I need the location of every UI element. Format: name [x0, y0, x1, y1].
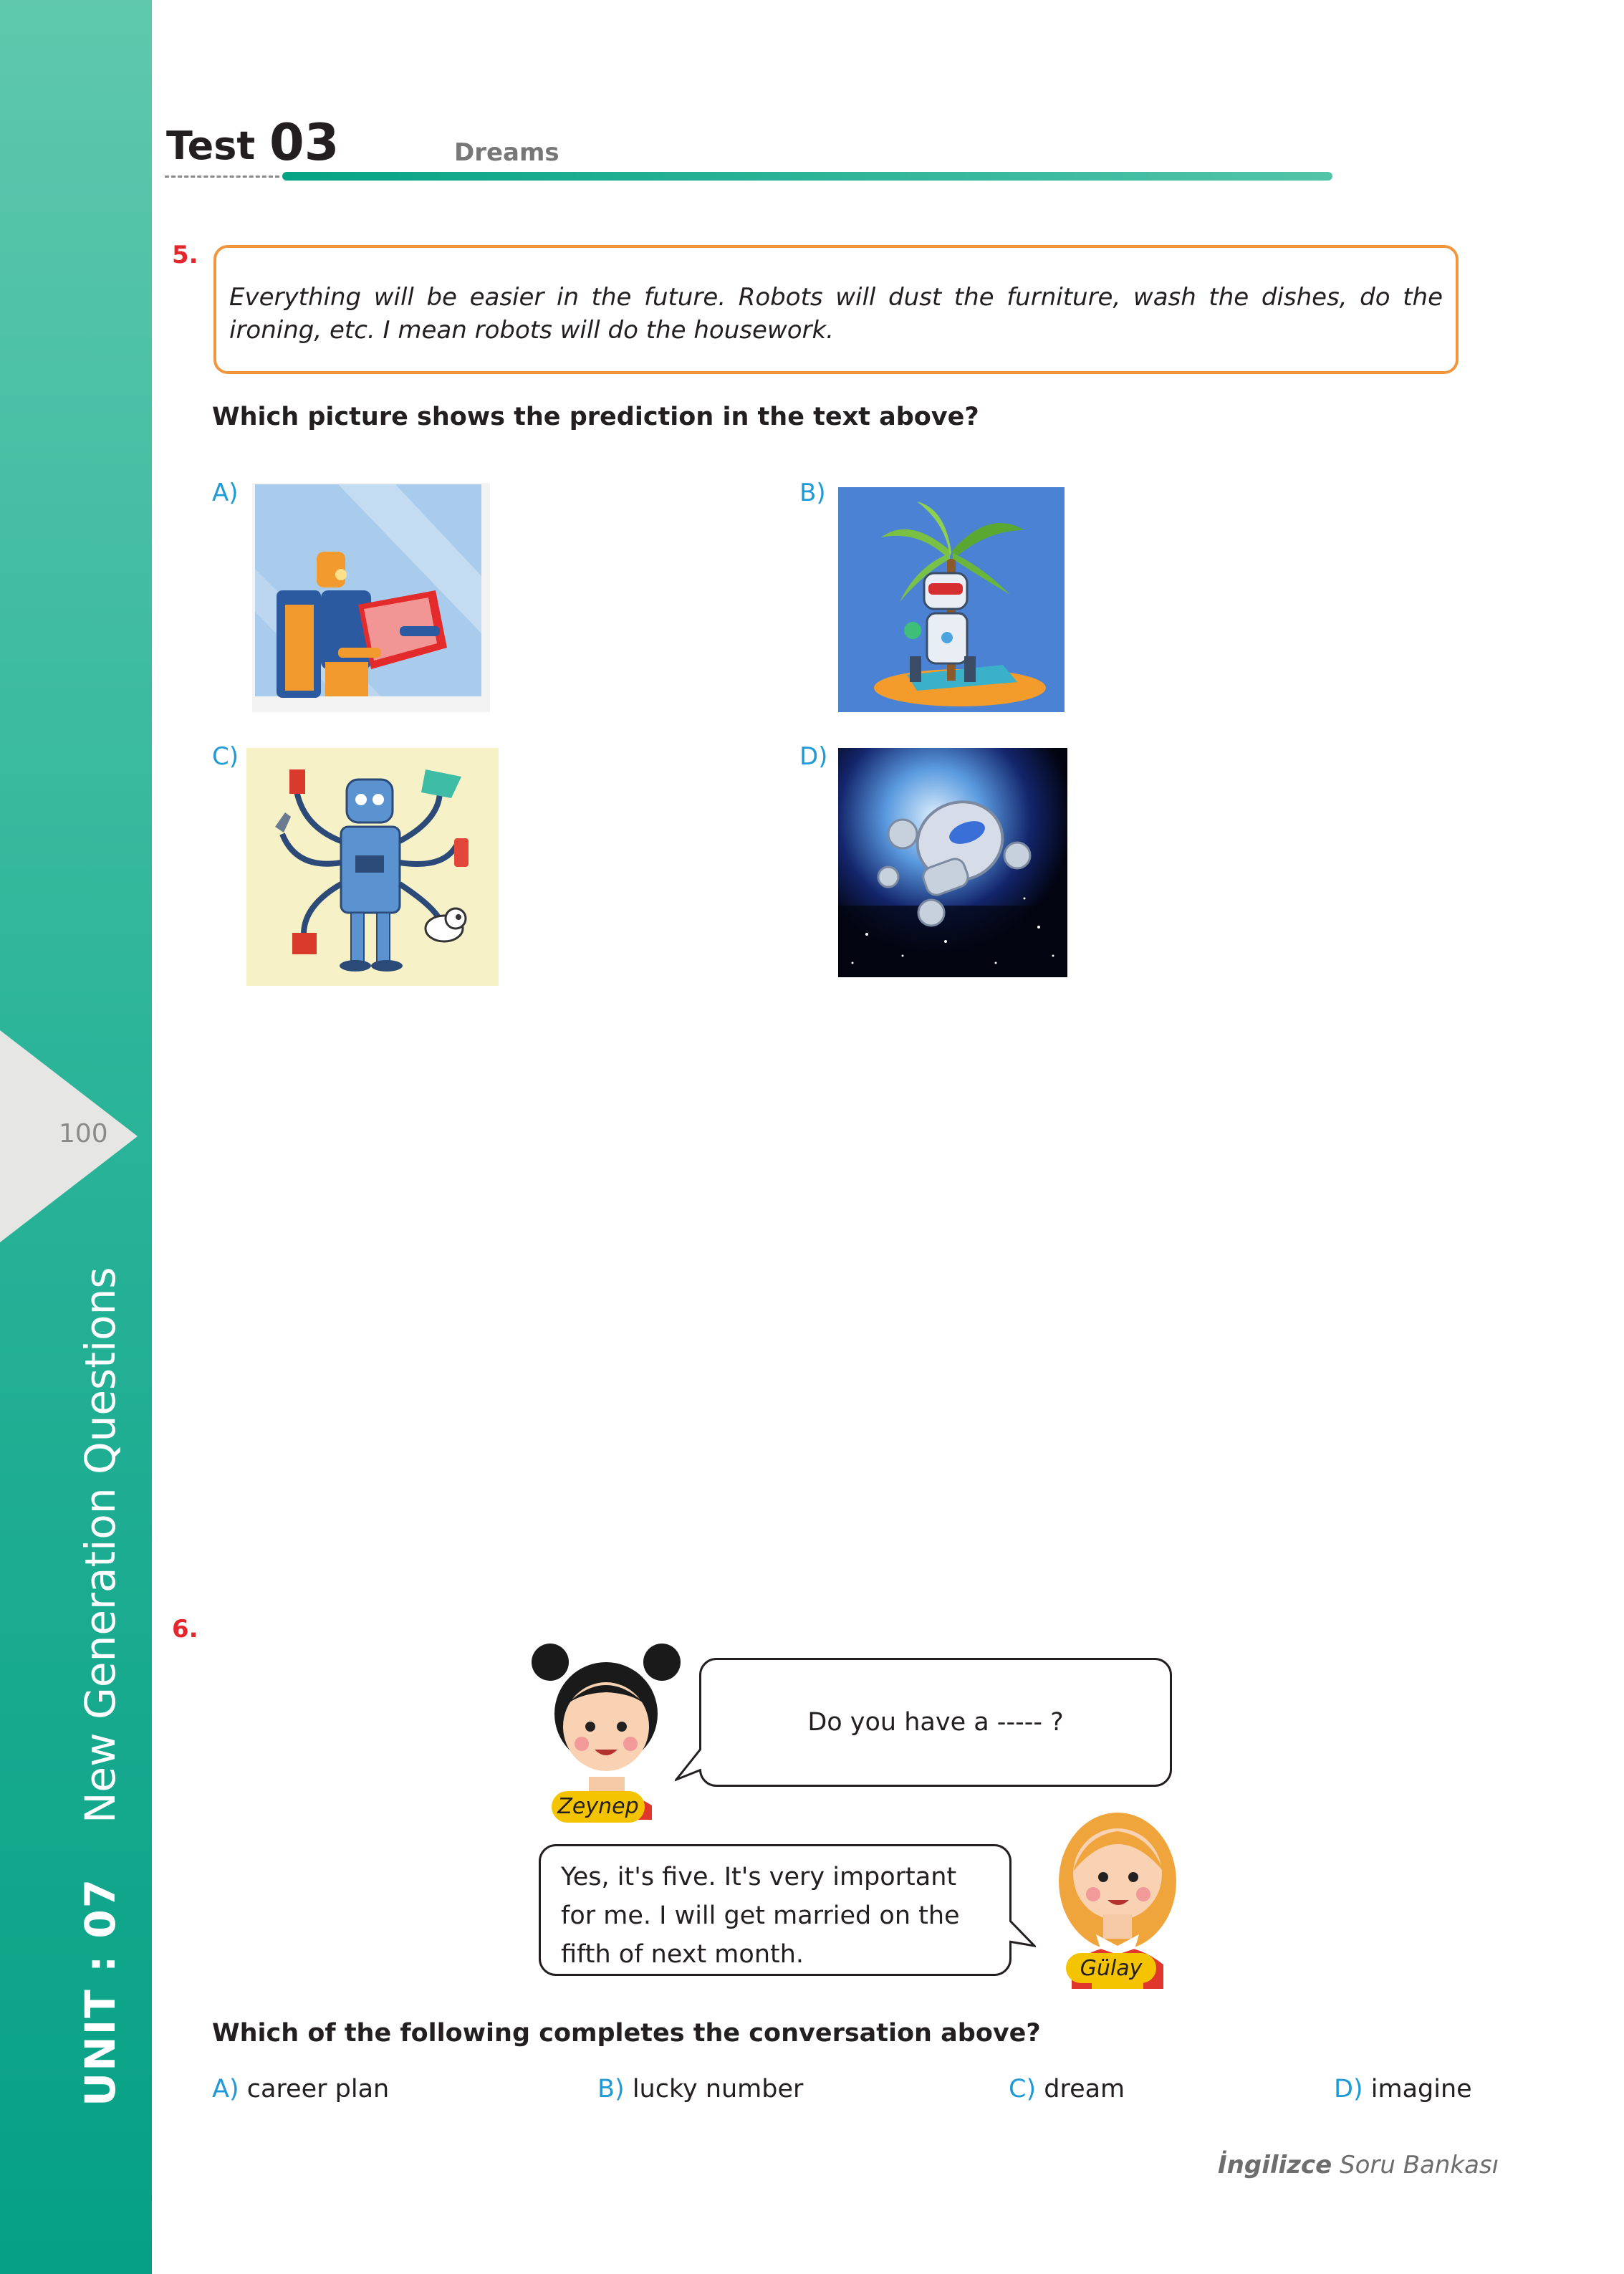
- answer-b-letter: B): [597, 2075, 625, 2103]
- answer-d-letter: D): [1334, 2075, 1363, 2103]
- question-5-passage: Everything will be easier in the future. Robots will dust the furniture, wash the dishes, do the ironing, etc. I mean robots will do the housework.: [213, 245, 1459, 374]
- robot-reading-book-image[interactable]: [252, 483, 490, 712]
- answer-d-text: imagine: [1370, 2075, 1472, 2103]
- zeynep-speech-bubble: [699, 1658, 1172, 1787]
- header-underline-bar: [282, 172, 1332, 181]
- question-5-number: 5.: [172, 241, 198, 269]
- robot-in-space-image[interactable]: [838, 748, 1067, 977]
- answer-option-c[interactable]: [1009, 2075, 1125, 2103]
- unit-label: UNIT : 07: [76, 1877, 125, 2106]
- option-d-label[interactable]: D): [799, 742, 828, 771]
- header-dashed-line: [165, 176, 279, 178]
- footer-brand: [1218, 2151, 1499, 2179]
- answer-option-a[interactable]: [212, 2075, 389, 2103]
- answer-option-b[interactable]: [597, 2075, 803, 2103]
- option-b-label[interactable]: B): [799, 479, 826, 507]
- gulay-speech-bubble: [539, 1844, 1012, 1976]
- answer-a-letter: A): [212, 2075, 239, 2103]
- answer-b-text: lucky number: [632, 2075, 804, 2103]
- multi-arm-housework-robot-image[interactable]: [246, 748, 499, 986]
- zeynep-bubble-tail: [675, 1748, 703, 1785]
- answer-a-text: career plan: [246, 2075, 390, 2103]
- footer-brand-bold: İngilizce: [1218, 2151, 1332, 2179]
- zeynep-line: Do you have a ----- ?: [807, 1708, 1064, 1737]
- gulay-line: Yes, it's five. It's very important for me. I will get married on the fifth of next month.: [561, 1863, 960, 1969]
- option-a-label[interactable]: A): [212, 479, 239, 507]
- test-label: Test: [166, 123, 256, 168]
- footer-brand-rest: Soru Bankası: [1339, 2151, 1499, 2179]
- option-c-label[interactable]: C): [212, 742, 239, 771]
- answer-c-letter: C): [1009, 2075, 1037, 2103]
- section-title: New Generation Questions: [76, 1267, 125, 1823]
- question-5-prompt: Which picture shows the prediction in the text above?: [212, 403, 979, 431]
- test-number: 03: [269, 113, 340, 172]
- question-6-number: 6.: [172, 1615, 198, 1644]
- answer-option-d[interactable]: [1334, 2075, 1472, 2103]
- page-number: 100: [59, 1119, 108, 1148]
- robot-on-island-image[interactable]: [838, 487, 1065, 712]
- answer-c-text: dream: [1044, 2075, 1125, 2103]
- zeynep-name: Zeynep: [557, 1794, 639, 1819]
- gulay-bubble-tail: [1007, 1920, 1036, 1957]
- gulay-name: Gülay: [1080, 1956, 1143, 1981]
- test-topic: Dreams: [454, 138, 559, 167]
- question-6-prompt: Which of the following completes the conversation above?: [212, 2019, 1041, 2048]
